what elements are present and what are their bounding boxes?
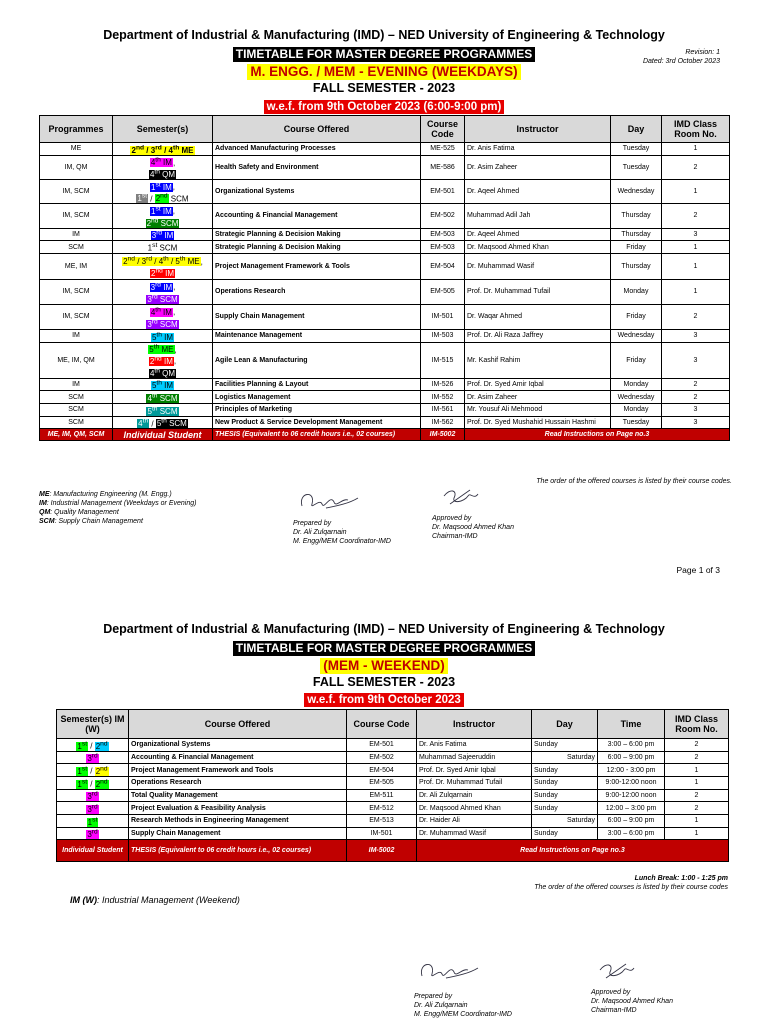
semester-cell: 4th / 5th SCM — [113, 416, 213, 429]
instructor-cell: Prof. Dr. Syed Mushahid Hussain Hashmi — [465, 416, 611, 429]
semester-cell: 2nd / 3rd / 4th / 5th ME, 2nd IM — [113, 253, 213, 279]
instructor-cell: Mr. Kashif Rahim — [465, 342, 611, 378]
page-number: Page 1 of 3 — [676, 565, 720, 575]
table-row — [57, 751, 729, 764]
time-cell: 9:00-12:00 noon — [598, 789, 665, 802]
instructor-cell: Dr. Asim Zaheer — [465, 391, 611, 404]
course-cell: Organizational Systems — [213, 179, 421, 203]
semester-cell: 1st IM, 1st / 2nd SCM — [113, 179, 213, 203]
course-cell: Health Safety and Environment — [213, 155, 421, 179]
day-cell: Wednesday — [611, 391, 662, 404]
course-cell: Advanced Manufacturing Processes — [213, 143, 421, 156]
semester-cell: 5th IM — [113, 378, 213, 391]
table-row — [57, 789, 729, 802]
room-cell: 1 — [662, 279, 730, 304]
semester-cell: 5th ME, 2nd IM, 4th QM — [113, 342, 213, 378]
course-cell: Strategic Planning & Decision Making — [213, 228, 421, 241]
room-cell: 3 — [662, 329, 730, 342]
time-cell: 12:00 - 3:00 pm — [598, 764, 665, 777]
code-cell: EM-513 — [347, 814, 417, 827]
room-cell: 1 — [662, 143, 730, 156]
code-cell: EM-512 — [347, 802, 417, 815]
course-cell: Supply Chain Management — [213, 304, 421, 329]
code-cell: EM-502 — [421, 204, 465, 228]
course-cell: Facilities Planning & Layout — [213, 378, 421, 391]
table-row — [40, 416, 730, 429]
day-cell: Sunday — [532, 827, 598, 840]
programme-cell: IM — [40, 378, 113, 391]
prepared-by: Prepared by Dr. Ali Zulqarnain M. Engg/MEM Coordinator-IMD — [293, 520, 391, 545]
table-row — [57, 827, 729, 840]
table-row — [40, 179, 730, 203]
table-row — [40, 279, 730, 304]
day-cell: Monday — [611, 403, 662, 416]
course-cell: Agile Lean & Manufacturing — [213, 342, 421, 378]
table-row — [57, 776, 729, 789]
code-cell: IM-562 — [421, 416, 465, 429]
instructor-cell: Dr. Aqeel Ahmed — [465, 228, 611, 241]
instructor-cell: Dr. Asim Zaheer — [465, 155, 611, 179]
thesis-row: ME, IM, QM, SCM Individual Student THESIS (Equivalent to 06 credit hours i.e., 02 courses) IM-5002 Read Instructions on Page no.3 — [40, 429, 730, 441]
code-cell: ME-525 — [421, 143, 465, 156]
day-cell: Monday — [611, 378, 662, 391]
day-cell: Saturday — [532, 814, 598, 827]
table-row — [40, 155, 730, 179]
room-cell: 2 — [665, 751, 729, 764]
abbreviations: ME: Manufacturing Engineering (M. Engg.) IM: Industrial Management (Weekdays or Evening) QM: Quality Management SCM: Supply Chain Management — [39, 491, 197, 525]
code-cell: IM-501 — [421, 304, 465, 329]
approved-by-2: Approved by Dr. Maqsood Ahmed Khan Chairman-IMD — [591, 989, 673, 1014]
day-cell: Friday — [611, 304, 662, 329]
code-cell: EM-504 — [347, 764, 417, 777]
table-row — [40, 403, 730, 416]
instructor-cell: Mr. Yousuf Ali Mehmood — [465, 403, 611, 416]
room-cell: 1 — [665, 827, 729, 840]
code-cell: EM-504 — [421, 253, 465, 279]
signature-prepared-2 — [416, 958, 482, 986]
programme-cell: ME, IM, QM — [40, 342, 113, 378]
room-cell: 2 — [665, 802, 729, 815]
programme-cell: IM, SCM — [40, 279, 113, 304]
room-cell: 2 — [662, 391, 730, 404]
table-row — [40, 253, 730, 279]
instructor-cell: Dr. Haider Ali — [417, 814, 532, 827]
time-cell: 3:00 – 6:00 pm — [598, 739, 665, 752]
signature-prepared — [296, 488, 362, 516]
course-cell: Maintenance Management — [213, 329, 421, 342]
table-row — [57, 802, 729, 815]
day-cell: Sunday — [532, 764, 598, 777]
time-cell: 6:00 – 9:00 pm — [598, 814, 665, 827]
code-cell: EM-503 — [421, 228, 465, 241]
table-row — [40, 378, 730, 391]
timetable-title: TIMETABLE FOR MASTER DEGREE PROGRAMMES — [233, 47, 535, 62]
semester-cell: 3rd IM, 3rd SCM — [113, 279, 213, 304]
semester-cell: 3rd — [57, 789, 129, 802]
semester-cell: 3rd — [57, 802, 129, 815]
code-cell: EM-503 — [421, 241, 465, 254]
instructor-cell: Prof. Dr. Syed Amir Iqbal — [417, 764, 532, 777]
code-cell: EM-501 — [347, 739, 417, 752]
day-cell: Tuesday — [611, 143, 662, 156]
table-row — [40, 228, 730, 241]
table-row — [40, 304, 730, 329]
dept-title: Department of Industrial & Manufacturing (IMD) – NED University of Engineering & Technology — [103, 28, 665, 42]
revision-info: Revision: 1 Dated: 3rd October 2023 — [642, 49, 720, 65]
program-title: M. ENGG. / MEM - EVENING (WEEKDAYS) — [247, 64, 520, 80]
approved-by: Approved by Dr. Maqsood Ahmed Khan Chairman-IMD — [432, 515, 514, 540]
code-cell: IM-552 — [421, 391, 465, 404]
semester-cell: 2nd / 3rd / 4th ME — [113, 143, 213, 156]
time-cell: 12:00 – 3:00 pm — [598, 802, 665, 815]
signature-approved — [440, 482, 480, 510]
programme-cell: IM — [40, 228, 113, 241]
semester-cell: 1st SCM — [113, 241, 213, 254]
instructor-cell: Prof. Dr. Muhammad Tufail — [417, 776, 532, 789]
table-row — [57, 764, 729, 777]
instructor-cell: Dr. Muhammad Wasif — [465, 253, 611, 279]
semester-cell: 1st / 2nd — [57, 776, 129, 789]
instructor-cell: Prof. Dr. Ali Raza Jaffrey — [465, 329, 611, 342]
semester-cell: 1st — [57, 814, 129, 827]
semester-cell: 4th IM, 3rd SCM — [113, 304, 213, 329]
room-cell: 3 — [662, 342, 730, 378]
instructor-cell: Dr. Aqeel Ahmed — [465, 179, 611, 203]
semester-cell: 3rd — [57, 751, 129, 764]
course-cell: Accounting & Financial Management — [129, 751, 347, 764]
programme-cell: SCM — [40, 416, 113, 429]
time-cell: 9:00-12:00 noon — [598, 776, 665, 789]
room-cell: 3 — [662, 403, 730, 416]
order-note-2: The order of the offered courses is listed by their course codes — [534, 884, 728, 891]
room-cell: 2 — [662, 304, 730, 329]
semester-cell: 1st / 2nd — [57, 764, 129, 777]
day-cell: Wednesday — [611, 179, 662, 203]
table-row — [40, 241, 730, 254]
semester-cell: 5th IM — [113, 329, 213, 342]
table-row — [57, 739, 729, 752]
signature-approved-2 — [596, 956, 636, 984]
day-cell: Friday — [611, 241, 662, 254]
semester-title-2: FALL SEMESTER - 2023 — [312, 675, 456, 689]
code-cell: IM-561 — [421, 403, 465, 416]
instructor-cell: Prof. Dr. Muhammad Tufail — [465, 279, 611, 304]
room-cell: 2 — [665, 789, 729, 802]
programme-cell: SCM — [40, 391, 113, 404]
timetable-title-2: TIMETABLE FOR MASTER DEGREE PROGRAMMES — [233, 641, 535, 656]
code-cell: IM-526 — [421, 378, 465, 391]
code-cell: EM-501 — [421, 179, 465, 203]
program-title-2: (MEM - WEEKEND) — [320, 658, 448, 674]
programme-cell: IM, SCM — [40, 204, 113, 228]
day-cell: Tuesday — [611, 416, 662, 429]
programme-cell: ME — [40, 143, 113, 156]
table-row — [40, 342, 730, 378]
instructor-cell: Dr. Waqar Ahmed — [465, 304, 611, 329]
lunch-note: Lunch Break: 1:00 - 1:25 pm — [634, 875, 728, 882]
room-cell: 2 — [665, 739, 729, 752]
weekend-timetable — [56, 709, 729, 862]
day-cell: Thursday — [611, 204, 662, 228]
table-row — [57, 814, 729, 827]
course-cell: Project Management Framework and Tools — [129, 764, 347, 777]
room-cell: 1 — [665, 776, 729, 789]
table-row — [40, 391, 730, 404]
programme-cell: IM, QM — [40, 155, 113, 179]
wef-banner-2: w.e.f. from 9th October 2023 — [304, 693, 464, 707]
day-cell: Sunday — [532, 789, 598, 802]
course-cell: Accounting & Financial Management — [213, 204, 421, 228]
programme-cell: IM, SCM — [40, 179, 113, 203]
course-cell: Operations Research — [213, 279, 421, 304]
time-cell: 6:00 – 9:00 pm — [598, 751, 665, 764]
instructor-cell: Dr. Maqsood Ahmed Khan — [417, 802, 532, 815]
programme-cell: SCM — [40, 241, 113, 254]
instructor-cell: Dr. Muhammad Wasif — [417, 827, 532, 840]
code-cell: EM-511 — [347, 789, 417, 802]
table-row — [40, 204, 730, 228]
semester-cell: 3rd IM — [113, 228, 213, 241]
room-cell: 3 — [662, 228, 730, 241]
semester-title: FALL SEMESTER - 2023 — [312, 81, 456, 95]
room-cell: 1 — [665, 814, 729, 827]
table-row — [40, 143, 730, 156]
table-header: Programmes Semester(s) Course Offered Course Code Instructor Day IMD Class Room No. — [40, 116, 730, 143]
course-cell: Principles of Marketing — [213, 403, 421, 416]
course-cell: New Product & Service Development Management — [213, 416, 421, 429]
instructor-cell: Dr. Ali Zulqarnain — [417, 789, 532, 802]
dept-title-2: Department of Industrial & Manufacturing (IMD) – NED University of Engineering & Technology — [103, 622, 665, 636]
course-cell: Organizational Systems — [129, 739, 347, 752]
code-cell: EM-502 — [347, 751, 417, 764]
time-cell: 3:00 – 6:00 pm — [598, 827, 665, 840]
code-cell: IM-515 — [421, 342, 465, 378]
programme-cell: IM — [40, 329, 113, 342]
room-cell: 2 — [662, 155, 730, 179]
course-cell: Operations Research — [129, 776, 347, 789]
code-cell: EM-505 — [421, 279, 465, 304]
day-cell: Sunday — [532, 739, 598, 752]
instructor-cell: Dr. Anis Fatima — [465, 143, 611, 156]
room-cell: 1 — [665, 764, 729, 777]
room-cell: 1 — [662, 241, 730, 254]
day-cell: Friday — [611, 342, 662, 378]
instructor-cell: Dr. Maqsood Ahmed Khan — [465, 241, 611, 254]
room-cell: 1 — [662, 253, 730, 279]
day-cell: Tuesday — [611, 155, 662, 179]
course-cell: Project Management Framework & Tools — [213, 253, 421, 279]
evening-timetable — [39, 115, 730, 441]
semester-cell: 5th SCM — [113, 403, 213, 416]
semester-cell: 1st / 2nd — [57, 739, 129, 752]
prepared-by-2: Prepared by Dr. Ali Zulqarnain M. Engg/MEM Coordinator-IMD — [414, 993, 512, 1018]
instructor-cell: Dr. Anis Fatima — [417, 739, 532, 752]
course-cell: Project Evaluation & Feasibility Analysis — [129, 802, 347, 815]
semester-cell: 4th SCM — [113, 391, 213, 404]
semester-cell: 4th IM, 4th QM — [113, 155, 213, 179]
day-cell: Thursday — [611, 253, 662, 279]
programme-cell: ME, IM — [40, 253, 113, 279]
day-cell: Thursday — [611, 228, 662, 241]
wef-banner: w.e.f. from 9th October 2023 (6:00-9:00 pm) — [264, 100, 505, 114]
table-row — [40, 329, 730, 342]
day-cell: Saturday — [532, 751, 598, 764]
code-cell: IM-501 — [347, 827, 417, 840]
room-cell: 2 — [662, 378, 730, 391]
day-cell: Sunday — [532, 802, 598, 815]
code-cell: IM-503 — [421, 329, 465, 342]
instructor-cell: Muhammad Adil Jah — [465, 204, 611, 228]
course-cell: Research Methods in Engineering Management — [129, 814, 347, 827]
abbreviations-2: IM (W): Industrial Management (Weekend) — [70, 895, 240, 905]
instructor-cell: Prof. Dr. Syed Amir Iqbal — [465, 378, 611, 391]
instructor-cell: Muhammad Sajeeruddin — [417, 751, 532, 764]
course-cell: Total Quality Management — [129, 789, 347, 802]
room-cell: 1 — [662, 179, 730, 203]
course-cell: Supply Chain Management — [129, 827, 347, 840]
room-cell: 2 — [662, 204, 730, 228]
semester-cell: 1st IM, 2nd SCM — [113, 204, 213, 228]
programme-cell: SCM — [40, 403, 113, 416]
code-cell: EM-505 — [347, 776, 417, 789]
semester-cell: 3rd — [57, 827, 129, 840]
room-cell: 3 — [662, 416, 730, 429]
day-cell: Sunday — [532, 776, 598, 789]
course-cell: Logistics Management — [213, 391, 421, 404]
day-cell: Wednesday — [611, 329, 662, 342]
table-header-2: Semester(s) IM (W) Course Offered Course Code Instructor Day Time IMD Class Room No. — [57, 710, 729, 739]
code-cell: ME-586 — [421, 155, 465, 179]
day-cell: Monday — [611, 279, 662, 304]
course-cell: Strategic Planning & Decision Making — [213, 241, 421, 254]
thesis-row: Individual Student THESIS (Equivalent to 06 credit hours i.e., 02 courses) IM-5002 Read Instructions on Page no.3 — [57, 840, 729, 862]
order-note: The order of the offered courses is listed by their course codes. — [536, 478, 732, 485]
programme-cell: IM, SCM — [40, 304, 113, 329]
